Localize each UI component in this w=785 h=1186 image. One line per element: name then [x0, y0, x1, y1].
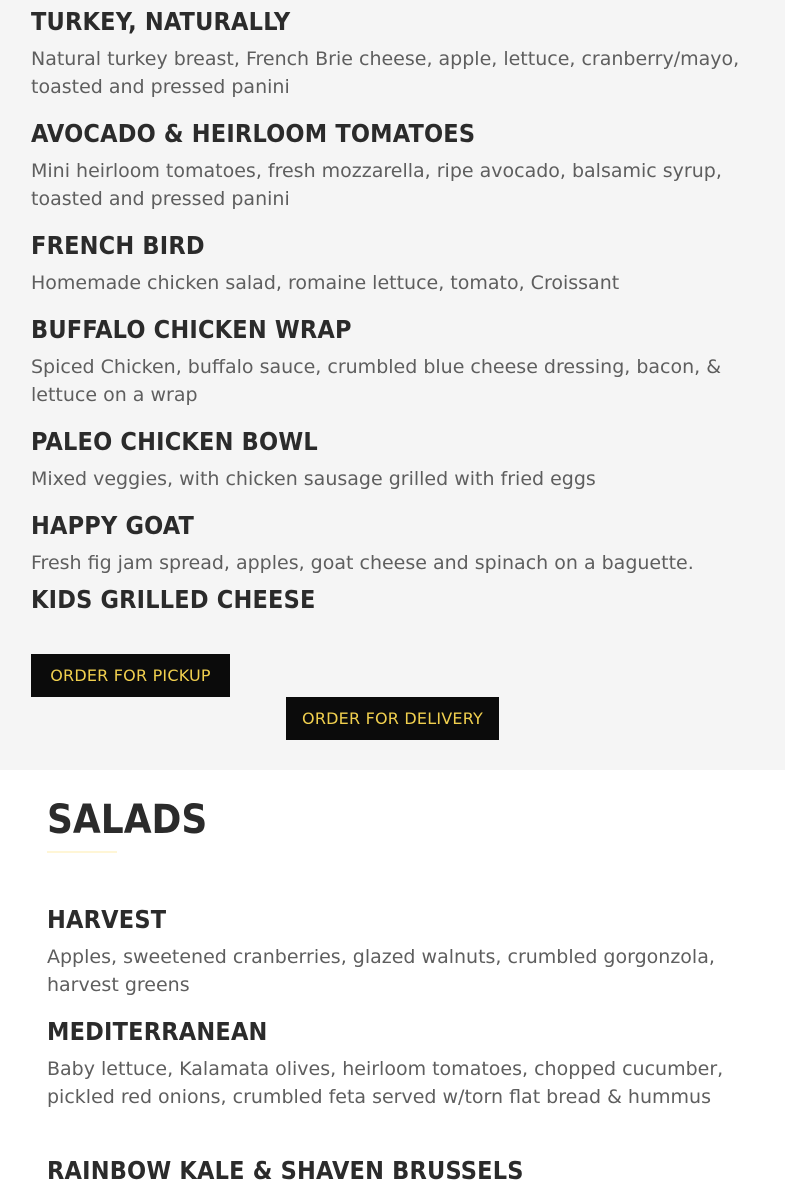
menu-item: [31, 7, 751, 101]
menu-item-name: AVOCADO & HEIRLOOM TOMATOES: [31, 119, 476, 148]
menu-item-name: FRENCH BIRD: [31, 231, 205, 260]
menu-item-desc: Homemade chicken salad, romaine lettuce, tomato, Croissant: [31, 272, 620, 294]
menu-item: [31, 585, 751, 615]
menu-item: [31, 231, 751, 297]
menu-item-desc: Fresh fig jam spread, apples, goat cheese and spinach on a baguette.: [31, 552, 694, 574]
menu-item-desc: Apples, sweetened cranberries, glazed walnuts, crumbled gorgonzola, harvest greens: [47, 946, 715, 996]
menu-item-name: PALEO CHICKEN BOWL: [31, 427, 318, 456]
menu-item: [47, 1017, 737, 1111]
menu-item-name: MEDITERRANEAN: [47, 1017, 268, 1046]
menu-item-desc: Spiced Chicken, buffalo sauce, crumbled blue cheese dressing, bacon, & lettuce on a wrap: [31, 356, 722, 406]
menu-item-name: TURKEY, NATURALLY: [31, 7, 291, 36]
menu-item: [31, 427, 751, 493]
menu-item-desc: Mixed veggies, with chicken sausage grilled with fried eggs: [31, 468, 596, 490]
menu-item-name: RAINBOW KALE & SHAVEN BRUSSELS: [47, 1156, 524, 1185]
title-underline: [47, 851, 117, 853]
menu-item-name: KIDS GRILLED CHEESE: [31, 585, 316, 614]
menu-item-desc: Baby lettuce, Kalamata olives, heirloom tomatoes, chopped cucumber, pickled red onions, crumbled feta served w/torn flat bread & hummus: [47, 1058, 724, 1108]
menu-item-name: HARVEST: [47, 905, 167, 934]
menu-item-desc: Natural turkey breast, French Brie cheese, apple, lettuce, cranberry/mayo, toasted and pressed panini: [31, 48, 740, 98]
menu-item-name: HAPPY GOAT: [31, 511, 195, 540]
menu-item: [47, 1156, 737, 1186]
order-delivery-button[interactable]: ORDER FOR DELIVERY: [286, 697, 499, 740]
menu-item: [31, 119, 751, 213]
menu-item-desc: Mini heirloom tomatoes, fresh mozzarella, ripe avocado, balsamic syrup, toasted and pressed panini: [31, 160, 722, 210]
menu-item: [31, 511, 771, 577]
order-pickup-button[interactable]: ORDER FOR PICKUP: [31, 654, 230, 697]
menu-item: [47, 905, 737, 999]
menu-item-name: BUFFALO CHICKEN WRAP: [31, 315, 352, 344]
menu-item: [31, 315, 751, 409]
section-title: SALADS: [47, 797, 208, 843]
